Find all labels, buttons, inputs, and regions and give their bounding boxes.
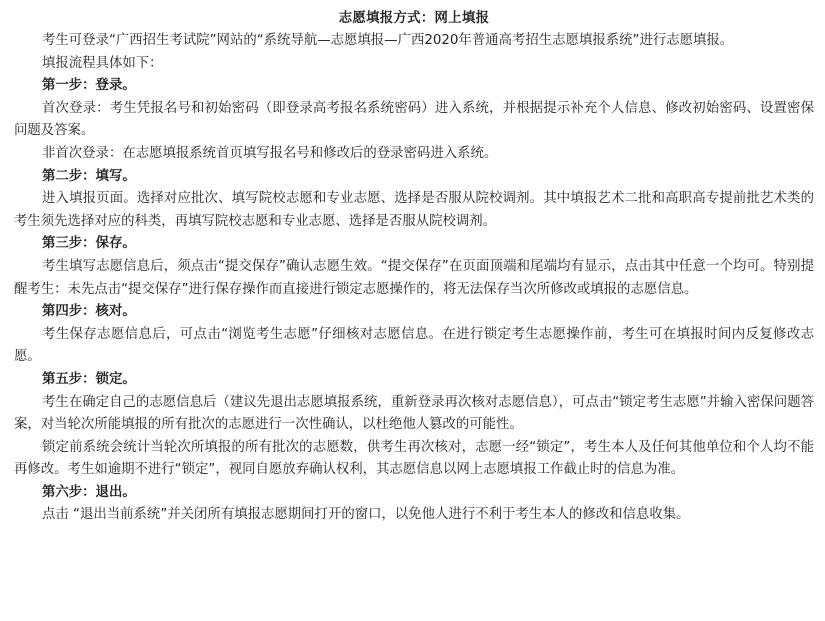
step1-heading: 第一步：登录。 — [42, 78, 136, 94]
step2-body: 进入填报页面。选择对应批次、填写院校志愿和专业志愿、选择是否服从院校调剂。其中填报艺术二批和高职高专提前批艺术类的考生须先选择对应的科类，再填写院校志愿和专业志愿、选择是否服从院校调剂。 — [14, 191, 814, 229]
step5-body1: 考生在确定自己的志愿信息后（建议先退出志愿填报系统，重新登录再次核对志愿信息），可点击“锁定考生志愿”并输入密保问题答案，对当轮次所能填报的所有批次的志愿进行一次性确认，以杜绝他人篡改的可能性。 — [14, 394, 814, 433]
step3-heading: 第三步：保存。 — [42, 236, 136, 252]
step6-heading: 第六步：退出。 — [42, 484, 136, 500]
page-title: 志愿填报方式：网上填报 — [338, 11, 490, 26]
step5-heading: 第五步：锁定。 — [42, 371, 136, 387]
step6-body: 点击 “退出当前系统”并关闭所有填报志愿期间打开的窗口，以免他人进行不利于考生本人的修改和信息收集。 — [42, 507, 690, 523]
step1-repeat-login: 非首次登录：在志愿填报系统首页填写报名号和修改后的登录密码进入系统。 — [42, 145, 498, 161]
step1-first-login: 首次登录：考生凭报名号和初始密码（即登录高考报名系统密码）进入系统，并根据提示补充个人信息、修改初始密码、设置密保问题及答案。 — [14, 100, 814, 139]
step3-body: 考生填写志愿信息后，须点击“提交保存”确认志愿生效。“提交保存”在页面顶端和尾端均有显示，点击其中任意一个均可。特别提醒考生：未先点击“提交保存”进行保存操作而直接进行锁定志愿操作的，将无法保存当次所修改或填报的志愿信息。 — [14, 258, 814, 297]
step4-body: 考生保存志愿信息后，可点击“浏览考生志愿”仔细核对志愿信息。在进行锁定考生志愿操作前，考生可在填报时间内反复修改志愿。 — [14, 326, 814, 365]
document — [14, 0, 814, 527]
intro-paragraph: 考生可登录“广西招生考试院”网站的“系统导航—志愿填报—广西2020年普通高考招生志愿填报系统”进行志愿填报。 — [42, 33, 734, 48]
step5-body2: 锁定前系统会统计当轮次所填报的所有批次的志愿数，供考生再次核对，志愿一经“锁定”，考生本人及任何其他单位和个人均不能再修改。考生如逾期不进行“锁定”，视同自愿放弃确认权利，其志愿信息以网上志愿填报工作截止时的信息为准。 — [14, 439, 814, 478]
step4-heading: 第四步：核对。 — [42, 304, 136, 320]
process-intro: 填报流程具体如下： — [42, 55, 163, 71]
step2-heading: 第二步：填写。 — [42, 168, 136, 184]
